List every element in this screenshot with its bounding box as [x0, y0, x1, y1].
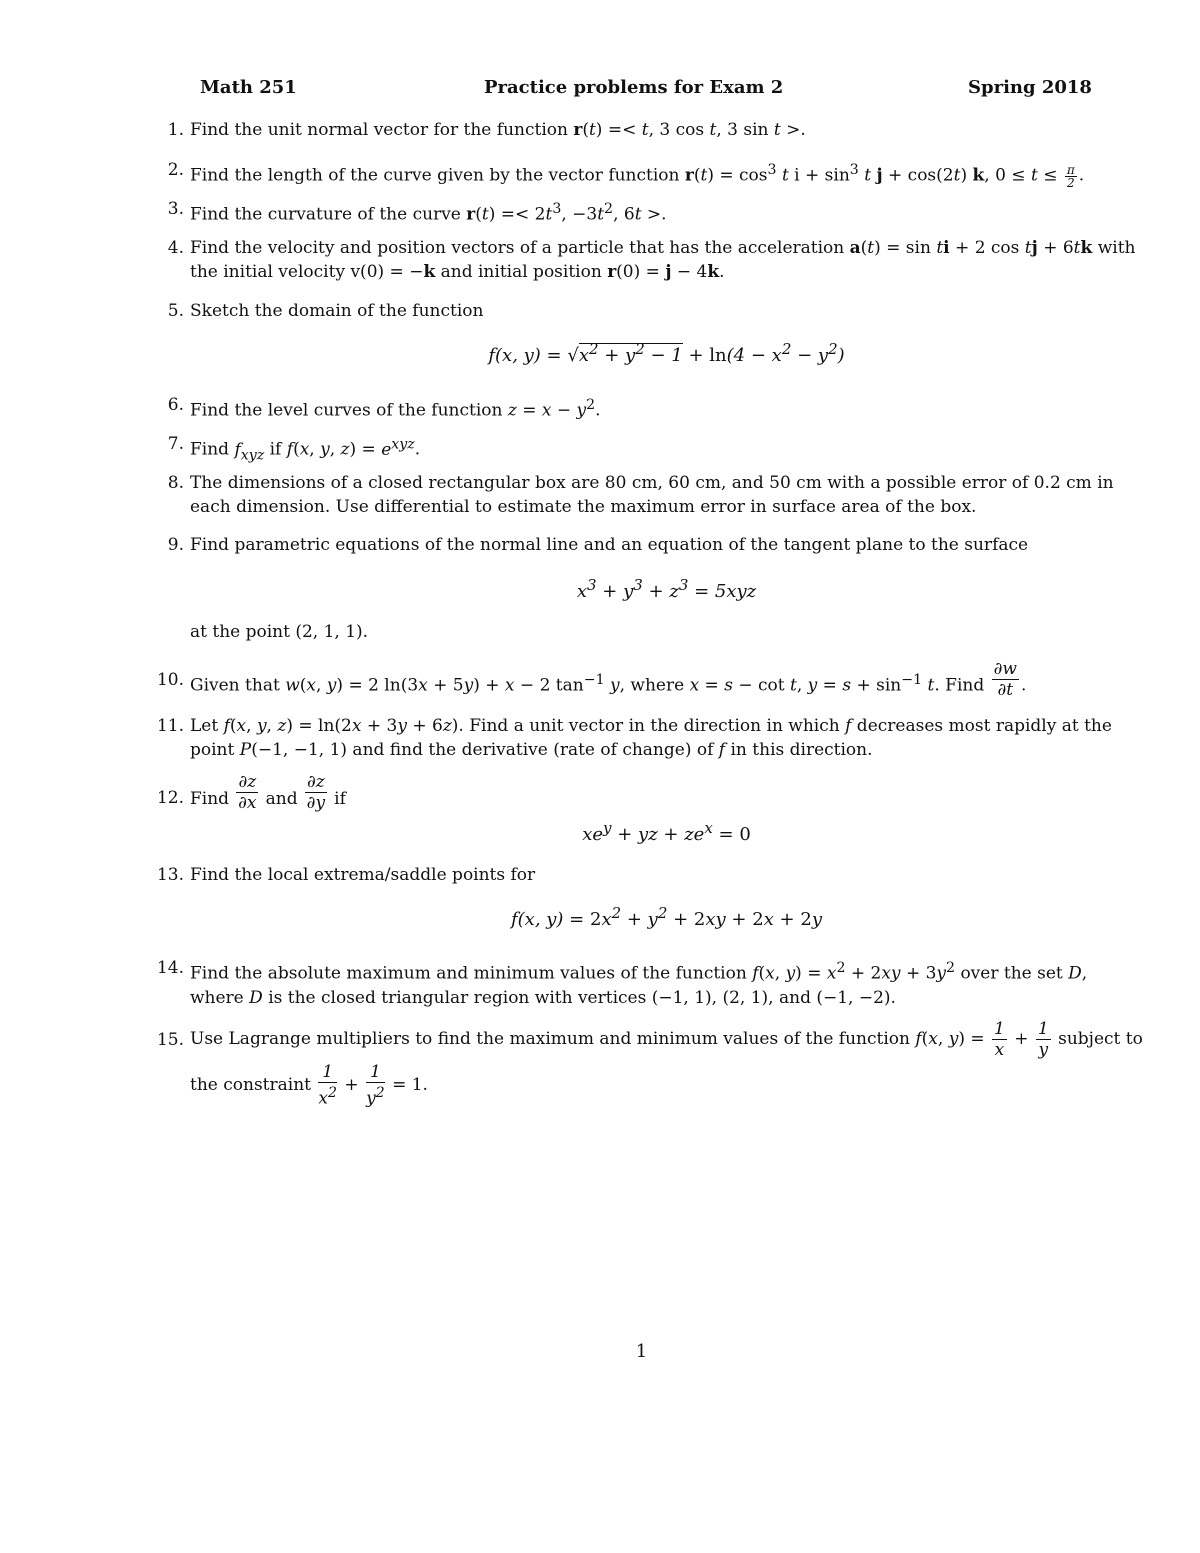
- display-equation-9: $x^3 + y^3 + z^3 = 5xyz$: [576, 576, 757, 602]
- header-term: Spring 2018: [968, 77, 1092, 98]
- problem-number: 8.: [167, 473, 184, 493]
- problem-number: 15.: [156, 1030, 184, 1050]
- problem-number: 6.: [167, 395, 184, 415]
- problem-number: 14.: [156, 958, 184, 978]
- problem-number: 10.: [156, 670, 184, 690]
- problem-number: 11.: [156, 716, 184, 736]
- problem-number: 7.: [167, 434, 184, 454]
- problem-text: Find parametric equations of the normal line and an equation of the tangent plane to the surface: [190, 535, 1029, 555]
- problem-text: Find the unit normal vector for the function r(t) =< t, 3 cos t, 3 sin t >.: [190, 120, 806, 140]
- problem-text: Find $\frac{\partial z}{\partial x}$ and $\frac{\partial z}{\partial y}$ if: [190, 772, 346, 813]
- problem-number: 13.: [156, 865, 184, 885]
- problem-text: Let f(x, y, z) = ln(2x + 3y + 6z). Find a unit vector in the direction in which f decreases most rapidly at the point P(−1, −1, 1) and find the derivative (rate of change) of f in this direction.: [190, 716, 1112, 760]
- display-equation-5: f(x, $y) = √x^2 + y^2 - 1 + \ln(4 - x^2 - y^2)$: [488, 340, 845, 366]
- problem-text: Find the local extrema/saddle points for: [190, 865, 536, 885]
- display-equation-13: f(x, $y) = 2x^2 + y^2 + 2xy + 2x + 2y$: [510, 904, 822, 930]
- problem-number: 2.: [167, 160, 184, 180]
- problem-number: 4.: [167, 238, 184, 258]
- problem-text: Find the length of the curve given by the vector function $r(t) = \cos^3 t$ $i + \sin^3 t$ j + cos(2t) k, 0 ≤ t ≤ $\frac{\pi}{2}$ .: [190, 162, 1085, 190]
- problem-text: Find the level curves of the function $z = x - y^2$.: [190, 397, 601, 421]
- header-course: Math 251: [200, 77, 297, 98]
- problem-number: 12.: [156, 788, 184, 808]
- problem-text: Sketch the domain of the function: [190, 301, 484, 321]
- header-title: Practice problems for Exam 2: [484, 77, 784, 98]
- problem-number: 5.: [167, 301, 184, 321]
- problem-text: Given that w(x, y) = 2 ln(3x + 5y) + x − 2 $\tan^{-1} y$, where x = s − cot t, $y = s + \sin^{-1} t$. Find $\frac{\partial w}{\partial t}$ .: [190, 658, 1027, 700]
- problem-number: 9.: [167, 535, 184, 555]
- problem-text: Find the absolute maximum and minimum values of the function f(x, $y) = x^2 + 2xy + 3y^2$ over the set D, where D is the closed triangular region with vertices (−1, 1), (2, 1), and (−1, −2).: [190, 960, 1088, 1008]
- page-number: 1: [635, 1341, 648, 1362]
- problem-text: at the point (2, 1, 1).: [190, 622, 369, 642]
- problem-number: 3.: [167, 199, 184, 219]
- problem-number: 1.: [167, 120, 184, 140]
- problem-text: Find the curvature of the curve $r(t) =< 2t^3$, $-3t^2$, 6t >.: [190, 201, 667, 225]
- problem-text: Find the velocity and position vectors of a particle that has the acceleration a(t) = sin ti + 2 cos tj + 6tk with the initial velocity v(0) = −k and initial position r(0) = j − 4k.: [190, 238, 1136, 282]
- problem-text: Find $f_{xyz}$ if f(x, y, $z) = e^{xyz}$.: [190, 436, 421, 464]
- display-equation-12: $xe^y$ + yz + $ze^x = 0$: [582, 819, 751, 845]
- problem-text: The dimensions of a closed rectangular box are 80 cm, 60 cm, and 50 cm with a possible error of 0.2 cm in each dimension. Use differential to estimate the maximum error in surface area of the box.: [190, 473, 1114, 517]
- problem-text: Use Lagrange multipliers to find the maximum and minimum values of the function f(x, y) = $\frac{1}{x}$ + $\frac{1}{y}$ subject to the constraint $\frac{1}{x^2}$ + $\frac{1}{y^2}$ = 1.: [190, 1019, 1143, 1109]
